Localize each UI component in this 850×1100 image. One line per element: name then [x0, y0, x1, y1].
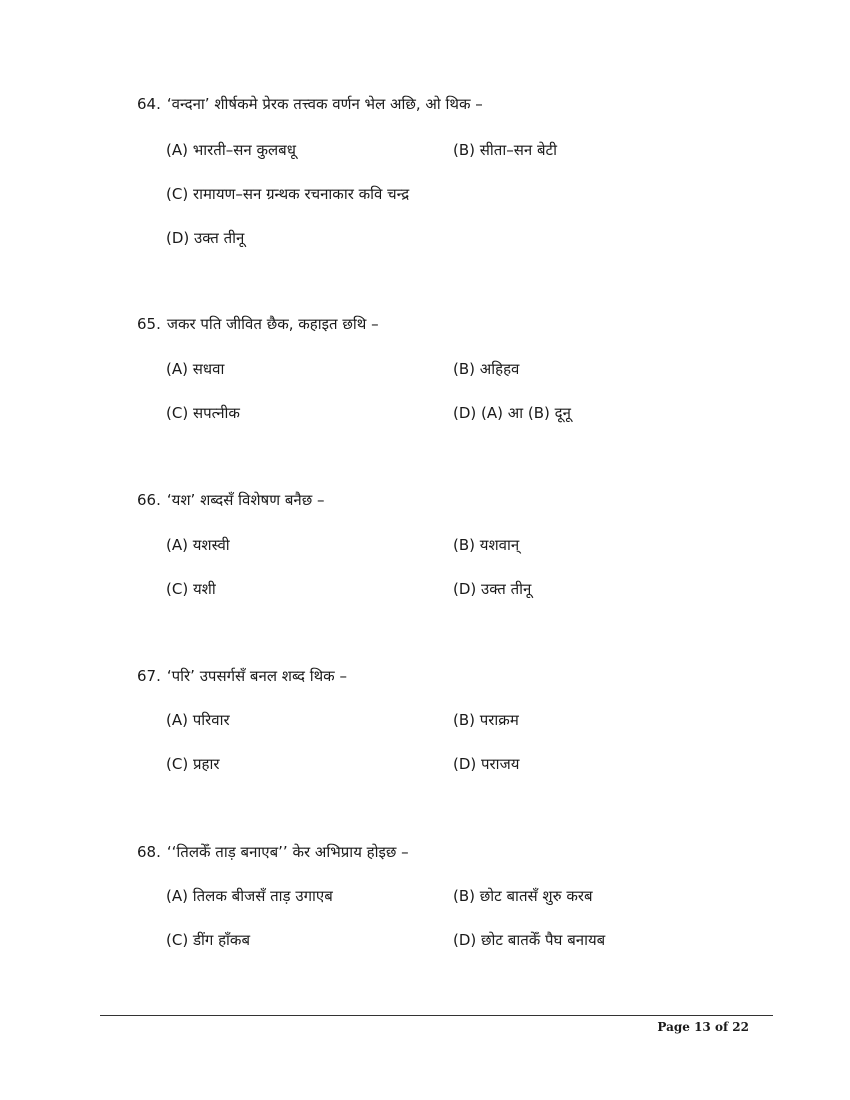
option-68-a: (A) तिलक बीजसँ ताड़ उगाएब [166, 887, 333, 905]
option-65-a: (A) सधवा [166, 360, 225, 378]
question-text: ‘वन्दना’ शीर्षकमे प्रेरक तत्त्वक वर्णन भेल अछि, ओ थिक – [166, 95, 483, 113]
question-text: ‘परि’ उपसर्गसँ बनल शब्द थिक – [166, 667, 347, 685]
page-number: Page 13 of 22 [657, 1020, 749, 1034]
question-text: जकर पति जीवित छैक, कहाइत छथि – [166, 315, 379, 333]
question-67 [137, 666, 347, 686]
question-number: 68. [137, 843, 161, 861]
option-68-d: (D) छोट बातकेँ पैघ बनायब [453, 931, 606, 949]
option-65-b: (B) अहिहव [453, 360, 520, 378]
question-65 [137, 314, 379, 334]
option-67-a: (A) परिवार [166, 711, 230, 729]
option-64-c: (C) रामायण–सन ग्रन्थक रचनाकार कवि चन्द्र [166, 185, 410, 203]
option-66-c: (C) यशी [166, 580, 216, 598]
question-text: ‘‘तिलकेँ ताड़ बनाएब’’ केर अभिप्राय होइछ – [166, 843, 409, 861]
option-64-a: (A) भारती–सन कुलबधू [166, 141, 296, 159]
question-68 [137, 842, 409, 862]
option-66-d: (D) उक्त तीनू [453, 580, 532, 598]
option-64-b: (B) सीता–सन बेटी [453, 141, 557, 159]
option-64-d: (D) उक्त तीनू [166, 229, 245, 247]
question-text: ‘यश’ शब्दसँ विशेषण बनैछ – [166, 491, 325, 509]
question-number: 64. [137, 95, 161, 113]
question-number: 66. [137, 491, 161, 509]
option-68-c: (C) डींग हाँकब [166, 931, 251, 949]
question-66 [137, 490, 325, 510]
option-66-a: (A) यशस्वी [166, 536, 230, 554]
option-67-b: (B) पराक्रम [453, 711, 519, 729]
footer-divider [100, 1015, 773, 1016]
option-68-b: (B) छोट बातसँ शुरु करब [453, 887, 593, 905]
question-64 [137, 94, 483, 114]
option-67-d: (D) पराजय [453, 755, 520, 773]
option-65-c: (C) सपत्नीक [166, 404, 240, 422]
question-number: 67. [137, 667, 161, 685]
option-67-c: (C) प्रहार [166, 755, 220, 773]
option-66-b: (B) यशवान् [453, 536, 520, 554]
question-number: 65. [137, 315, 161, 333]
option-65-d: (D) (A) आ (B) दूनू [453, 404, 571, 422]
